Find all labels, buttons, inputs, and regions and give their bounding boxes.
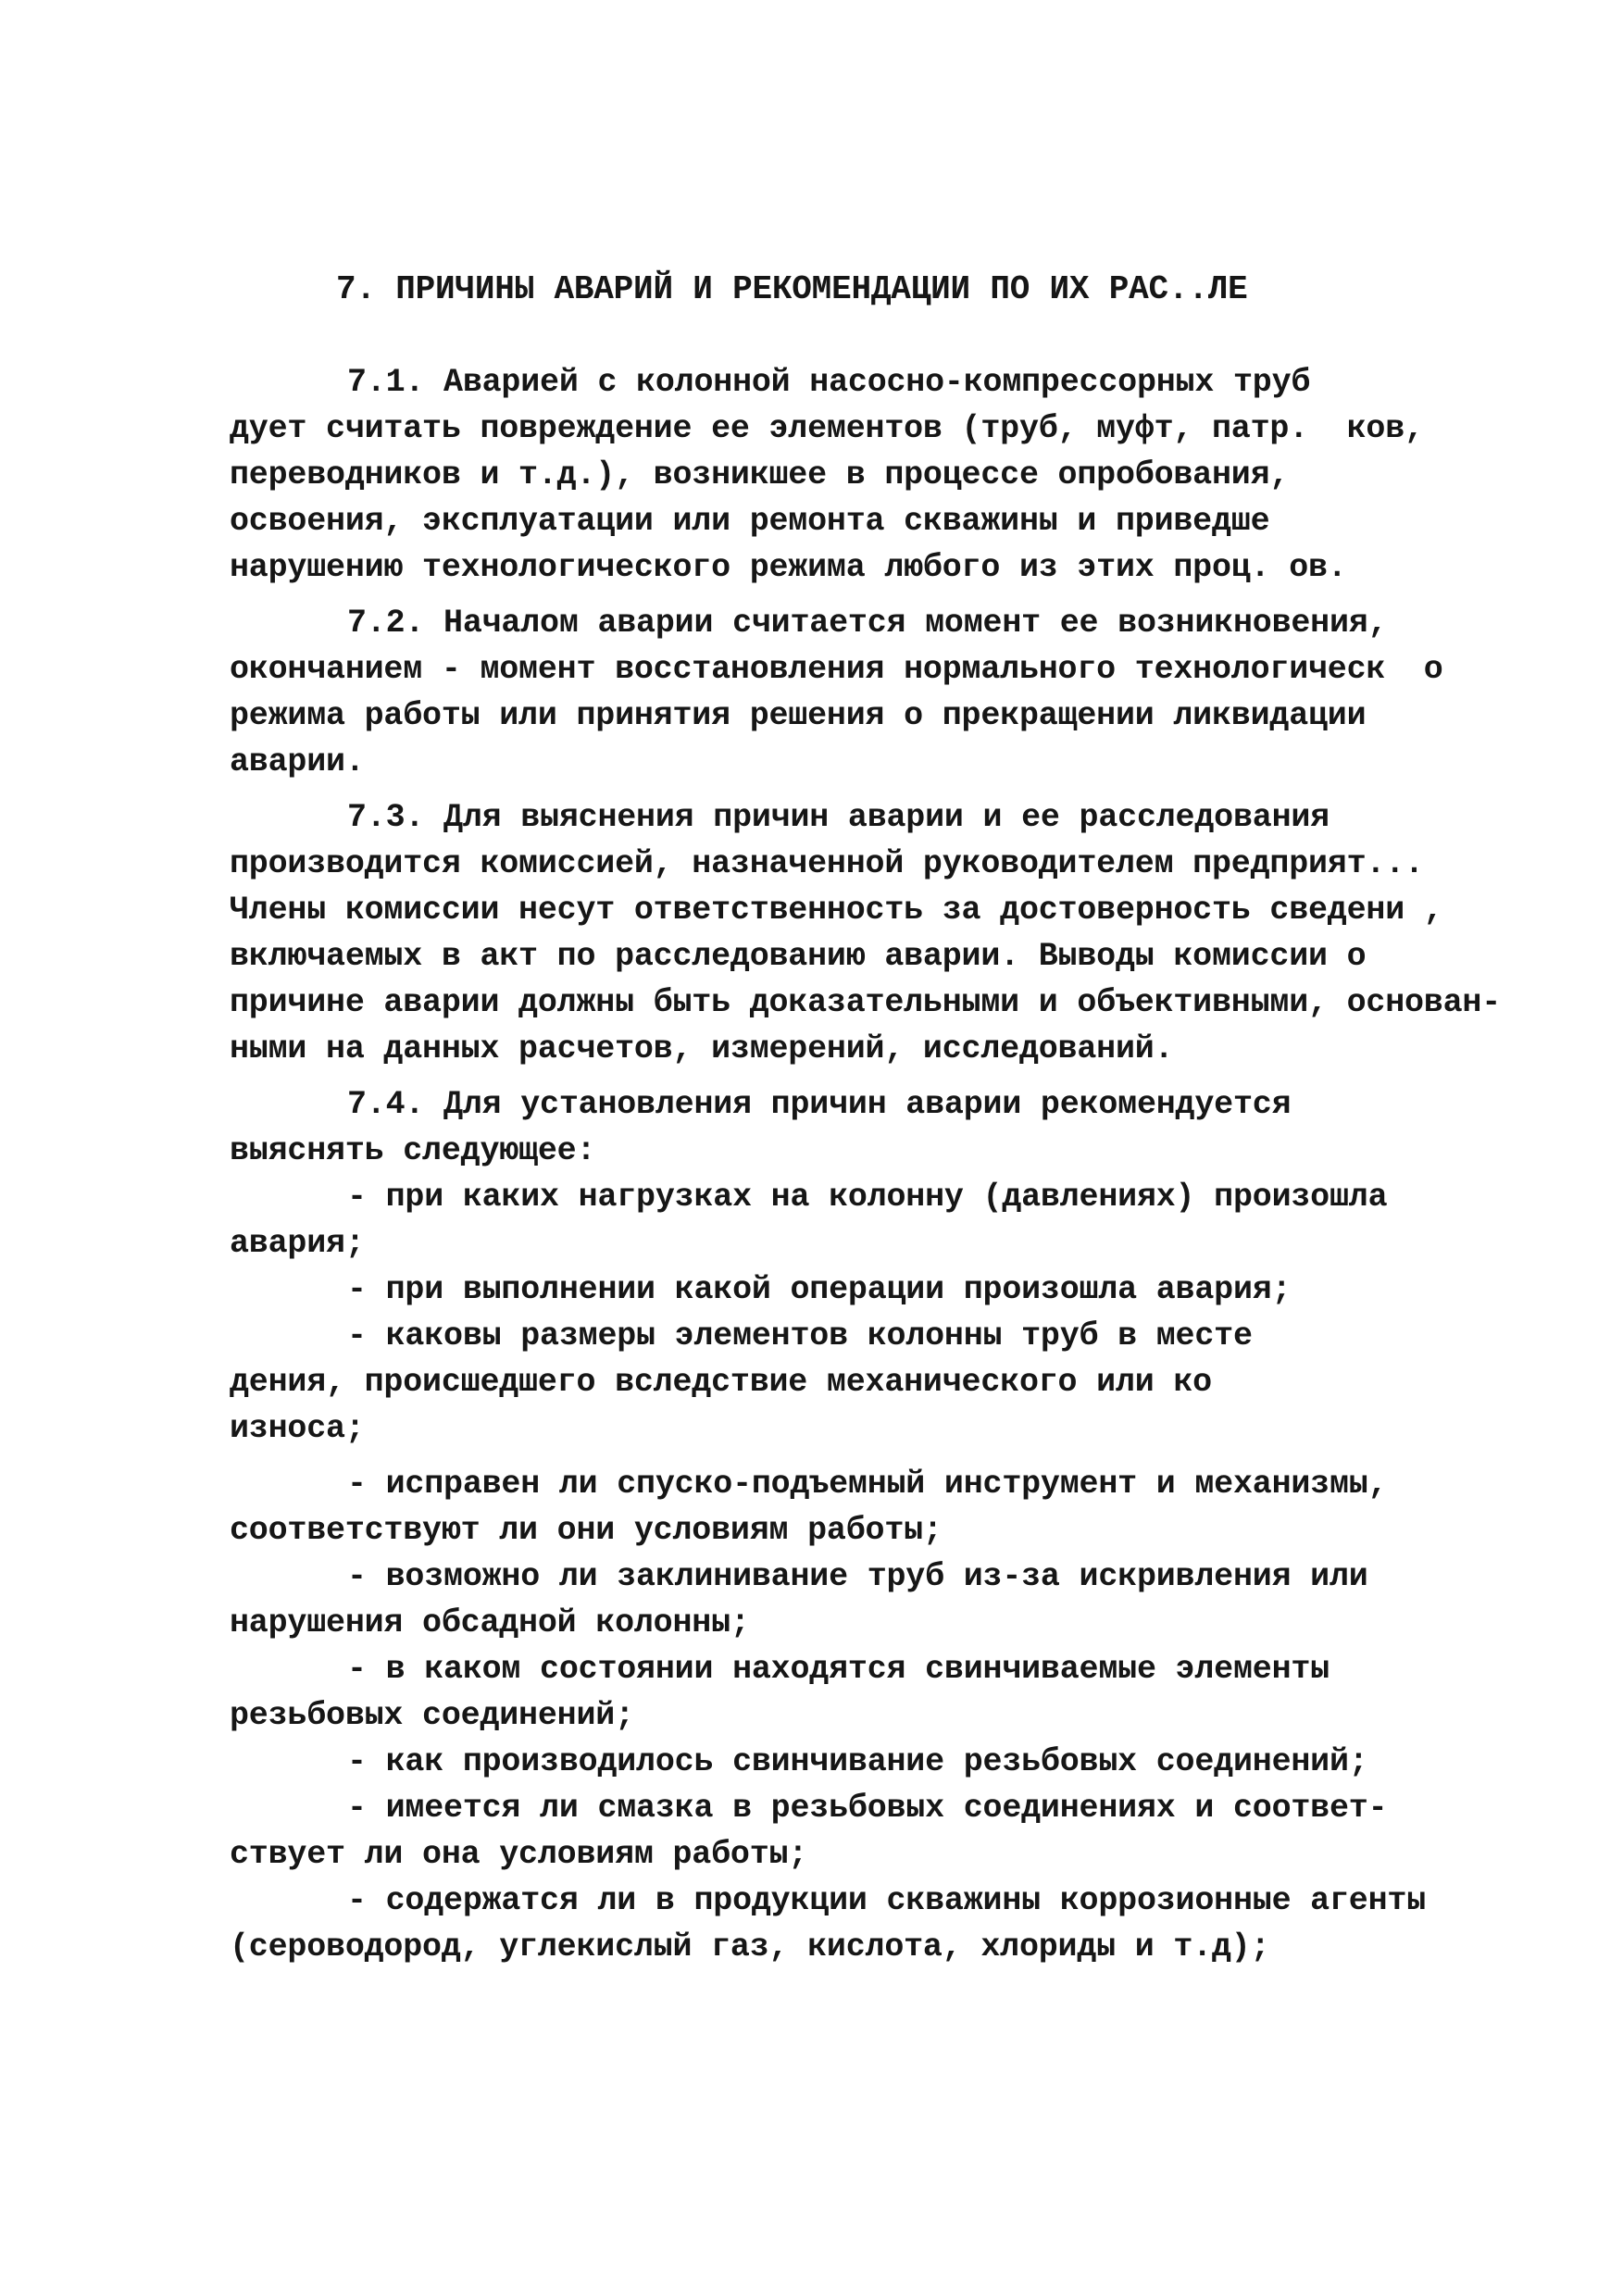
list-item-1-line-2: авария; (230, 1225, 365, 1262)
list-item-3-line-2: дения, происшедшего вследствие механического или ко (230, 1364, 1212, 1401)
list-item-4-line-2: соответствуют ли они условиям работы; (230, 1512, 943, 1549)
paragraph-7-1-line-5: нарушению технологического режима любого из этих проц. ов. (230, 549, 1347, 586)
list-item-8-line-1: - имеется ли смазка в резьбовых соединениях и соответ- (347, 1790, 1388, 1827)
paragraph-7-4-line-2: выяснять следующее: (230, 1132, 596, 1169)
paragraph-7-3-line-3: Члены комиссии несут ответственность за достоверность сведени , (230, 892, 1443, 929)
list-item-5-line-2: нарушения обсадной колонны; (230, 1604, 750, 1641)
paragraph-7-2-line-3: режима работы или принятия решения о прекращении ликвидации (230, 697, 1367, 734)
paragraph-7-4-line-1: 7.4. Для установления причин аварии рекомендуется (347, 1086, 1292, 1123)
paragraph-7-3-line-1: 7.3. Для выяснения причин аварии и ее расследования (347, 799, 1330, 836)
paragraph-7-3-line-4: включаемых в акт по расследованию аварии. Выводы комиссии о (230, 938, 1367, 975)
list-item-5-line-1: - возможно ли заклинивание труб из-за искривления или (347, 1558, 1368, 1595)
list-item-1-line-1: - при каких нагрузках на колонну (давлениях) произошла (347, 1179, 1388, 1216)
list-item-2: - при выполнении какой операции произошла авария; (347, 1271, 1292, 1308)
list-item-9-line-2: (сероводород, углекислый газ, кислота, хлориды и т.д); (230, 1928, 1270, 1965)
list-item-8-line-2: ствует ли она условиям работы; (230, 1836, 808, 1873)
list-item-9-line-1: - содержатся ли в продукции скважины коррозионные агенты (347, 1882, 1426, 1919)
paragraph-7-1-line-1: 7.1. Аварией с колонной насосно-компрессорных труб (347, 364, 1311, 401)
list-item-7: - как производилось свинчивание резьбовых соединений; (347, 1743, 1368, 1780)
paragraph-7-3-line-5: причине аварии должны быть доказательными и объективными, основан- (230, 984, 1502, 1021)
paragraph-7-2-line-4: аварии. (230, 743, 365, 780)
list-item-6-line-2: резьбовых соединений; (230, 1697, 634, 1734)
list-item-3-line-1: - каковы размеры элементов колонны труб в месте (347, 1317, 1253, 1354)
paragraph-7-3-line-2: производится комиссией, назначенной руководителем предприят... (230, 845, 1424, 882)
section-heading: 7. ПРИЧИНЫ АВАРИЙ И РЕКОМЕНДАЦИИ ПО ИХ РАС..ЛЕ (336, 270, 1248, 308)
paragraph-7-2-line-1: 7.2. Началом аварии считается момент ее возникновения, (347, 605, 1388, 642)
paragraph-7-1-line-4: освоения, эксплуатации или ремонта скважины и приведше (230, 503, 1270, 540)
paragraph-7-3-line-6: ными на данных расчетов, измерений, исследований. (230, 1030, 1174, 1067)
paragraph-7-2-line-2: окончанием - момент восстановления нормального технологическ о (230, 651, 1443, 688)
list-item-4-line-1: - исправен ли спуско-подъемный инструмент и механизмы, (347, 1466, 1388, 1503)
list-item-3-line-3: износа; (230, 1410, 365, 1447)
list-item-6-line-1: - в каком состоянии находятся свинчиваемые элементы (347, 1651, 1330, 1688)
paragraph-7-1-line-3: переводников и т.д.), возникшее в процессе опробования, (230, 456, 1290, 493)
paragraph-7-1-line-2: дует считать повреждение ее элементов (труб, муфт, патр. ков, (230, 410, 1424, 447)
